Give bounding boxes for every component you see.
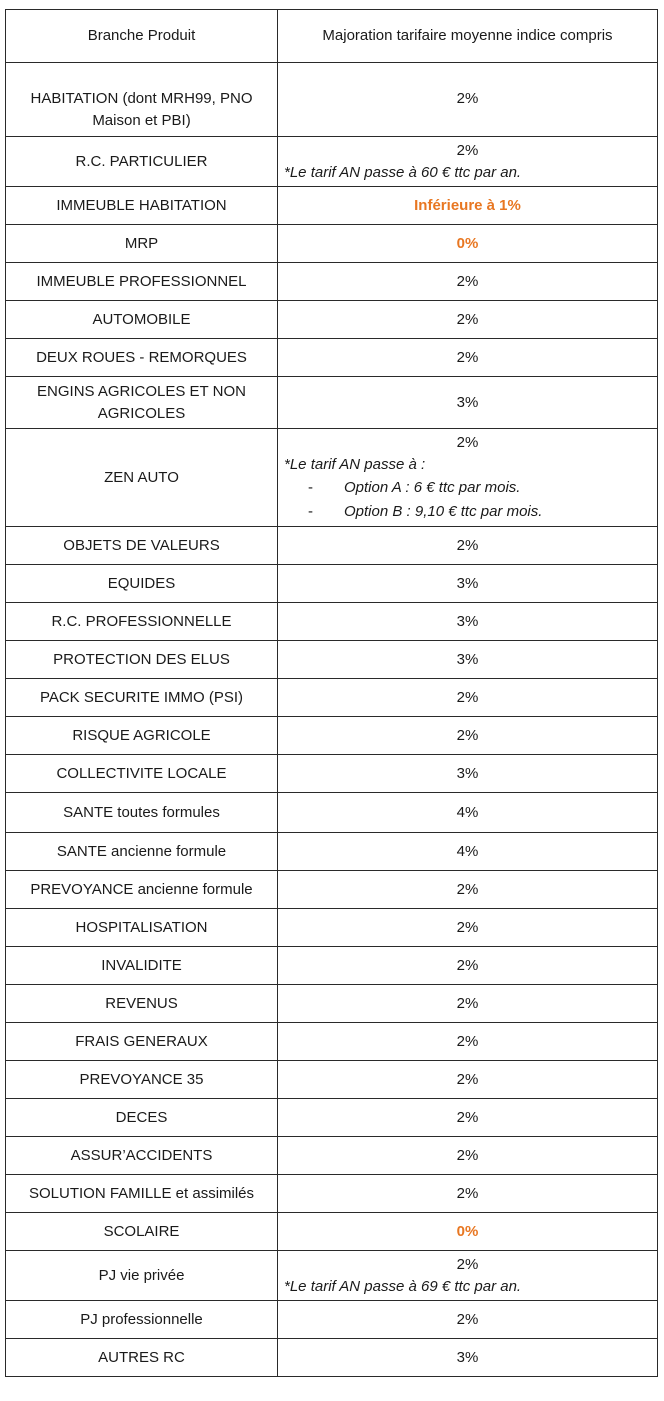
increase-cell <box>278 641 658 679</box>
product-cell: COLLECTIVITE LOCALE <box>6 755 278 793</box>
product-cell: SANTE toutes formules <box>6 793 278 833</box>
table-row <box>6 527 658 565</box>
increase-value: 0% <box>456 234 479 252</box>
option-dash: - <box>308 478 313 496</box>
product-cell: PACK SECURITE IMMO (PSI) <box>6 679 278 717</box>
increase-value: 4% <box>456 842 479 860</box>
option-text: Option B : 9,10 € ttc par mois. <box>344 502 543 520</box>
increase-cell <box>278 1339 658 1377</box>
increase-value: 2% <box>456 1070 479 1088</box>
increase-cell <box>278 1023 658 1061</box>
table-row <box>6 1023 658 1061</box>
product-cell: ASSUR’ACCIDENTS <box>6 1137 278 1175</box>
table-row <box>6 1301 658 1339</box>
product-cell: SCOLAIRE <box>6 1213 278 1251</box>
table-row <box>6 1061 658 1099</box>
option-list <box>284 476 651 524</box>
increase-cell <box>278 1061 658 1099</box>
tariff-note: *Le tarif AN passe à 60 € ttc par an. <box>284 163 522 181</box>
product-cell: R.C. PROFESSIONNELLE <box>6 603 278 641</box>
increase-cell <box>278 717 658 755</box>
product-cell: RISQUE AGRICOLE <box>6 717 278 755</box>
table-row <box>6 947 658 985</box>
table-row <box>6 187 658 225</box>
table-row <box>6 565 658 603</box>
increase-value: 0% <box>456 1222 479 1240</box>
increase-cell <box>278 429 658 527</box>
table-row <box>6 1175 658 1213</box>
increase-cell <box>278 909 658 947</box>
increase-value: 2% <box>456 348 479 366</box>
product-cell: PJ professionnelle <box>6 1301 278 1339</box>
table-row <box>6 755 658 793</box>
product-cell: ZEN AUTO <box>6 429 278 527</box>
table-row <box>6 717 658 755</box>
table-row <box>6 641 658 679</box>
product-cell: PROTECTION DES ELUS <box>6 641 278 679</box>
increase-value: 2% <box>456 1255 479 1273</box>
option-text: Option A : 6 € ttc par mois. <box>344 478 521 496</box>
table-row <box>6 377 658 429</box>
product-cell: OBJETS DE VALEURS <box>6 527 278 565</box>
increase-value: 3% <box>456 650 479 668</box>
increase-cell <box>278 565 658 603</box>
table-row <box>6 1251 658 1301</box>
increase-cell <box>278 947 658 985</box>
product-cell: AUTRES RC <box>6 1339 278 1377</box>
product-cell: IMMEUBLE PROFESSIONNEL <box>6 263 278 301</box>
increase-value: 2% <box>456 956 479 974</box>
increase-cell <box>278 527 658 565</box>
table-row <box>6 1099 658 1137</box>
increase-cell <box>278 339 658 377</box>
tariff-note: *Le tarif AN passe à : <box>284 455 426 473</box>
increase-cell <box>278 1137 658 1175</box>
table-row <box>6 429 658 527</box>
increase-value: 2% <box>456 272 479 290</box>
product-cell: REVENUS <box>6 985 278 1023</box>
table-row <box>6 301 658 339</box>
option-item <box>308 476 651 500</box>
increase-cell <box>278 1251 658 1301</box>
product-cell: INVALIDITE <box>6 947 278 985</box>
product-cell: MRP <box>6 225 278 263</box>
increase-cell <box>278 1175 658 1213</box>
product-cell: SOLUTION FAMILLE et assimilés <box>6 1175 278 1213</box>
increase-value: 2% <box>456 1146 479 1164</box>
tariff-note: *Le tarif AN passe à 69 € ttc par an. <box>284 1277 522 1295</box>
increase-value: 2% <box>456 726 479 744</box>
header-row <box>6 10 658 63</box>
increase-cell <box>278 137 658 187</box>
table-row <box>6 137 658 187</box>
product-cell: EQUIDES <box>6 565 278 603</box>
product-cell: FRAIS GENERAUX <box>6 1023 278 1061</box>
increase-value: 2% <box>456 141 479 159</box>
product-cell: SANTE ancienne formule <box>6 833 278 871</box>
table-row <box>6 1213 658 1251</box>
tariff-table <box>5 9 658 1377</box>
increase-cell <box>278 263 658 301</box>
product-cell: DEUX ROUES - REMORQUES <box>6 339 278 377</box>
table-row <box>6 1339 658 1377</box>
product-cell: HABITATION (dont MRH99, PNO Maison et PBI) <box>6 63 278 137</box>
header-increase: Majoration tarifaire moyenne indice compris <box>278 10 658 63</box>
increase-cell <box>278 603 658 641</box>
product-cell: PREVOYANCE ancienne formule <box>6 871 278 909</box>
increase-value: 2% <box>456 1184 479 1202</box>
product-cell: R.C. PARTICULIER <box>6 137 278 187</box>
table-body <box>6 63 658 1377</box>
header-product: Branche Produit <box>6 10 278 63</box>
increase-cell <box>278 833 658 871</box>
increase-value: 2% <box>456 310 479 328</box>
increase-cell <box>278 871 658 909</box>
increase-value: 3% <box>456 764 479 782</box>
increase-value: 3% <box>456 612 479 630</box>
increase-value: 3% <box>456 393 479 411</box>
increase-value: 2% <box>456 536 479 554</box>
table-row <box>6 679 658 717</box>
increase-value: 2% <box>456 90 479 107</box>
increase-value: 4% <box>456 803 479 821</box>
table-row <box>6 339 658 377</box>
increase-cell <box>278 225 658 263</box>
product-cell: PJ vie privée <box>6 1251 278 1301</box>
increase-value: 2% <box>456 994 479 1012</box>
increase-value: 2% <box>456 1032 479 1050</box>
increase-cell <box>278 377 658 429</box>
table-row <box>6 871 658 909</box>
table-row <box>6 603 658 641</box>
increase-cell <box>278 1213 658 1251</box>
increase-value: 3% <box>456 574 479 592</box>
increase-cell <box>278 187 658 225</box>
increase-cell <box>278 793 658 833</box>
table-row <box>6 909 658 947</box>
table-row <box>6 225 658 263</box>
table-row <box>6 263 658 301</box>
increase-value: 2% <box>456 1108 479 1126</box>
increase-cell <box>278 301 658 339</box>
table-row <box>6 833 658 871</box>
increase-value: Inférieure à 1% <box>414 196 521 214</box>
increase-cell <box>278 63 658 137</box>
increase-cell <box>278 1301 658 1339</box>
increase-cell <box>278 985 658 1023</box>
product-cell: IMMEUBLE HABITATION <box>6 187 278 225</box>
increase-value: 2% <box>456 433 479 451</box>
increase-cell <box>278 755 658 793</box>
increase-value: 2% <box>456 918 479 936</box>
increase-cell <box>278 1099 658 1137</box>
product-cell: DECES <box>6 1099 278 1137</box>
table-row <box>6 985 658 1023</box>
product-cell: AUTOMOBILE <box>6 301 278 339</box>
increase-cell <box>278 679 658 717</box>
option-dash: - <box>308 502 313 520</box>
increase-value: 3% <box>456 1348 479 1366</box>
product-cell: ENGINS AGRICOLES ET NON AGRICOLES <box>6 377 278 429</box>
option-item <box>308 500 651 524</box>
increase-value: 2% <box>456 880 479 898</box>
table-row <box>6 793 658 833</box>
table-row <box>6 1137 658 1175</box>
table-row <box>6 63 658 137</box>
product-cell: PREVOYANCE 35 <box>6 1061 278 1099</box>
increase-value: 2% <box>456 688 479 706</box>
product-cell: HOSPITALISATION <box>6 909 278 947</box>
increase-value: 2% <box>456 1310 479 1328</box>
